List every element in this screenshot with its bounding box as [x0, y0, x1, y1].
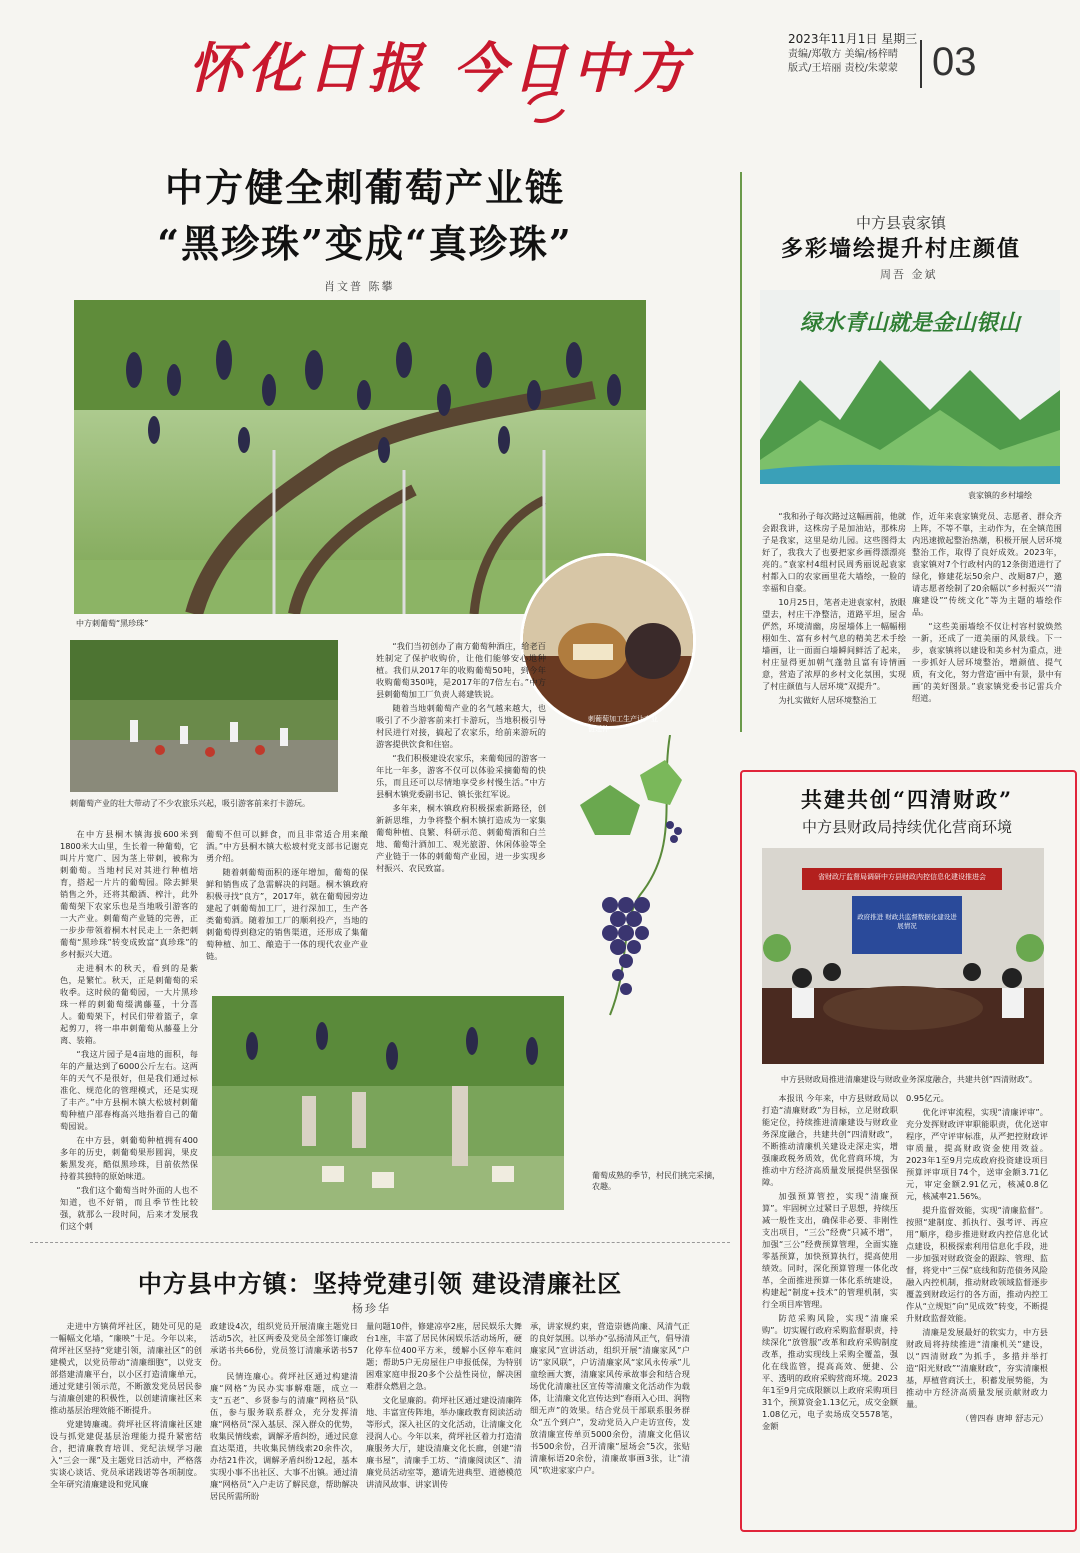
paragraph: “我们这个葡萄当时外面的人也不知道，也不好销，而且季节性比较强，就那么一段时间，后来才发展我们这个刺 [60, 1185, 198, 1231]
editor-credit-line: 版式/王培丽 责校/朱蒙蒙 [788, 63, 898, 74]
section-divider [30, 1242, 730, 1244]
paragraph: “我这片园子是4亩地的面积，每年的产量达到了6000公斤左右。这两年的天气不是很好，但是我们通过标准化、规范化的管理模式，还是实现了丰产。”中方县桐木镇大松坡村刺葡萄种植户邵春梅高兴地指着自己的葡萄园说。 [60, 1049, 198, 1131]
paragraph: 随着刺葡萄面积的逐年增加，葡萄的保鲜和销售成了急需解决的问题。桐木镇政府积极寻找“良方”，2017年，就在葡萄园旁边建起了刺葡萄加工厂，进行深加工，生产各类葡萄酒。随着加工厂的顺利投产，当地的刺葡萄得到稳定的销售渠道，还形成了集葡萄种植、加工、酿造于一体的现代农业产业链。 [206, 867, 368, 961]
paragraph: “我和孙子每次路过这幅画前，他就会跟我讲，这株房子是加油站，那株房子是我家，这里是幼儿园。这些图得太好了，我我大了也要把家乡画得漂漂亮亮的。”袁家村4组村民周秀丽说起袁家村都入口的农家画里花大墙绘，一脸的幸福和自豪。 [762, 511, 906, 593]
paragraph: 在中方县桐木镇海拔600米到1800米大山里，生长着一种葡萄，它叫片片宽广、因为茎上带刺，被称为刺葡萄。当地村民对其进行种植培育，搭起一片片的葡萄园。除去鲜果销售之外，还将其酿酒、榨汁，此外葡萄架下农家乐也是当地吸引游客的一大产业。刺葡萄产业链的完善，正一步步带领着桐木村民走上一条把刺葡萄“黑珍珠”转变成致富“真珍珠”的乡村振兴大道。 [60, 829, 198, 959]
vineyard-photo-caption: 中方刺葡萄“黑珍珠” [76, 619, 149, 628]
harvest-photo-caption: 葡萄成熟的季节，村民们挑完采摘，农趣。 [592, 1171, 720, 1191]
paragraph: 葡萄不但可以鲜食，而且非常适合用来酿酒。”中方县桐木镇大松坡村党支部书记谢克勇介绍。 [206, 829, 368, 863]
paragraph: 清廉是发展最好的软实力，中方县财政局将持续推进“清廉机关”建设，以“四清财政”为抓手，多措并举打造“阳光财政”“清廉财政”，夯实清廉根基，厚植营商沃土，积蓄发展势能，为推动中方经济高质量发展贡献财政力量。 [906, 1327, 1048, 1409]
page-number: 03 [932, 40, 977, 84]
paragraph: 优化评审流程，实现“清廉评审”。充分发挥财政评审职能职责，优化送审程序，严守评审标准，从严把控财政评审质量，提高财政资金使用效益。2023年1至9月完成政府投资建设项目预算评审项目74个，送审金额3.71亿元，审定金额2.91亿元，核减0.8亿元，核减率21.56%。 [906, 1107, 1048, 1201]
lead-headline-line1: 中方健全刺葡萄产业链 [164, 165, 565, 210]
winery-photo [520, 553, 696, 729]
lead-byline: 肖文普 陈攀 [324, 280, 395, 293]
paragraph: 承，讲家规约束，营造崇德尚廉、风清气正的良好氛围。以举办“弘扬清风正气，倡导清廉家风”宣讲活动，组织开展“清廉家风”户访“家风联”，户访清廉家风“家风永传承”儿童绘画大赛，清廉家风传承故事会和结合现场优化清廉社区宣传等清廉文化活动作为载体，让清廉文化宣传达到“春雨入心田、润物细无声”的效果。结合党员干部联系服务群众“五个到户”，发动党员入户走访宣传，发放清廉宣传单页5000余份，清廉文化倡议书500余份，召开清廉“屋场会”5次，张贴清廉标语20余份，清廉故事画3张，让“清风”吹进家家户户。 [530, 1321, 690, 1475]
paragraph: 防范采购风险，实现“清廉采购”。切实履行政府采购监督职责，持续深化“放管服”改革和政府采购制度改革，推动实现线上采购全覆盖，强化在线监管，提高高效、便捷、公平、透明的政府采购营商环境。2023年1至9月完成限额以上政府采购项目31个，预算资金1.13亿元，成交金额1.08亿元，电子卖场成交5578笔，金额 [762, 1313, 898, 1431]
sidebar-headline: 多彩墙绘提升村庄颜值 [780, 236, 1021, 262]
farmstay-photo-caption: 刺葡萄产业的壮大带动了不少农旅乐兴起，吸引游客前来打卡游玩。 [70, 799, 310, 808]
bottom-body-column-1 [50, 1320, 202, 1544]
paragraph: 为扎实做好人居环境整治工 [778, 695, 877, 705]
bottom-body-column-2 [210, 1320, 358, 1544]
sidebar-kicker: 中方县袁家镇 [855, 214, 946, 232]
farmstay-photo [70, 640, 338, 792]
boxed-story-headline: 共建共创“四清财政” [800, 787, 1014, 812]
mural-slogan: 绿水青山就是金山银山 [799, 310, 1020, 336]
paragraph: “我们积极建设农家乐，来葡萄园的游客一年比一年多，游客不仅可以体验采摘葡萄的快乐，而且还可以尽情地享受乡村慢生活。”中方县桐木镇党委副书记、镇长张红军说。 [376, 753, 546, 799]
lead-body-column-2 [206, 828, 368, 972]
sidebar-body-column-2 [912, 510, 1062, 738]
meeting-photo-caption: 中方县财政局推进清廉建设与财政业务深度融合，共建共创“四清财政”。 [780, 1075, 1038, 1084]
lead-headline [130, 160, 600, 272]
paragraph: 量问题10件，修建凉亭2座，居民娱乐大舞台1座，丰富了居民休闲娱乐活动场所，硬化停车位400平方米，缓解小区停车难问题；帮助5户无房屋住户申报低保，为特别困难家庭申报20多个公益性岗位，解决困难群众燃眉之急。 [366, 1321, 522, 1391]
boxed-story-subheadline: 中方县财政局持续优化营商环境 [801, 818, 1012, 836]
paragraph: “这些美丽墙绘不仅让村容村貌焕然一新，还成了一道美丽的风景线。下一步，袁家镇将以建设和美乡村为重点，进一步抓好人居环境整治，增颜值、提气质，有文化，努力营造‘画中有景，景中有画’的美好图景。”袁家镇党委书记雷兵介绍道。 [912, 621, 1062, 703]
paragraph: （曾四春 唐坤 舒志元） [960, 1413, 1048, 1423]
paragraph: 随着当地刺葡萄产业的名气越来越大，也吸引了不少游客前来打卡游玩，当地积极引导村民进行对接，搞起了农家乐，给前来游玩的游客提供饮食和住宿。 [376, 703, 546, 749]
paragraph: “我们当初创办了南方葡萄种酒庄，给老百姓制定了保护收购价，让他们能够安心地种植。我们从2017年的收购葡萄50吨，到今年收购葡萄350吨，是2017年的7倍左右。”中方县刺葡萄加工厂负责人蒋建铁说。 [376, 641, 546, 699]
paragraph: 民情连廉心。荷坪社区通过构建清廉“网格”为民办实事解难题，成立一支“五老”、乡贤参与的清廉“网格员”队伍，参与服务联系群众，充分发挥清廉“网格员”深入基层、深入群众的优势，收集民情线索，调解矛盾纠纷，通过民意直达渠道，共收集民情线索20余件次，办结21件次，调解矛盾纠纷12起，基本实现小事不出社区、大事不出镇。通过清廉“网格员”入户走访了解民意，帮助解决居民所需所盼 [210, 1371, 358, 1501]
boxed-body-column-2 [906, 1092, 1048, 1524]
boxed-body-column-1 [762, 1092, 898, 1524]
lead-body-column-1 [60, 828, 198, 1232]
paragraph: 10月25日，笔者走进袁家村，放眼望去，村庄干净整洁，道路平坦，屋舍俨然，环境清幽，房屋墙体上一幅幅栩栩如生、富有乡村气息的精美艺术手绘墙画，让一面面白墙瞬间鲜活了起来，村庄显得更加朝气蓬勃且富有诗情画意，营造了浓厚的乡村文化氛围，实现了村庄颜值与人居环境“双提升”。 [762, 597, 906, 691]
meeting-screen-text: 政府推进 财政共监督数据化建设进展情况 [857, 913, 957, 930]
issue-date: 2023年11月1日 星期三 [788, 32, 918, 46]
bottom-body-column-4 [530, 1320, 690, 1544]
paragraph: 党建铸廉魂。荷坪社区将清廉社区建设与抓党建促基层治理能力提升紧密结合，把清廉教育培训、党纪法规学习融入“三会一课”及主题党日活动中，严格落实谈心谈话、党员承诺践诺等各项制度。全年研究清廉建设和党风廉 [50, 1419, 202, 1489]
masthead-divider [920, 40, 922, 88]
paragraph: 多年来，桐木镇政府积极探索新路径，创新新思维，力争将整个桐木镇打造成为一家集葡萄种植、良繁、科研示范、刺葡萄酒和白兰地、葡萄汁酒加工、观光旅游、休闲体验等全产业链于一体的刺葡萄产业园，进一步实现乡村振兴、农民致富。 [376, 803, 546, 873]
meeting-photo [762, 848, 1044, 1064]
editor-credits [788, 48, 898, 76]
sidebar-byline: 周吾 金斌 [880, 268, 938, 281]
mural-photo [760, 290, 1060, 484]
paragraph: 走进桐木的秋天，看到的是紫色，是繁忙。秋天，正是刺葡萄的采收季。这时候的葡萄园，一大片黑珍珠一样的刺葡萄缀满藤蔓，十分喜人。葡萄架下，村民们带着篮子，拿起剪刀，将一串串刺葡萄从藤蔓上分离、装箱。 [60, 963, 198, 1045]
bottom-body-column-3 [366, 1320, 522, 1544]
mural-photo-caption: 袁家镇的乡村墙绘 [968, 491, 1032, 500]
paragraph: 作，近年来袁家镇党员、志愿者、群众齐上阵，不等不靠，主动作为，在全镇范围内迅速掀起整治热潮，积极开展人居环境整治工作，取得了良好成效。2023年，袁家镇对7个行政村内的12条街道进行了绿化，修建花坛50余户、改厕87户，邀请志愿者绘制了20余幅以“乡村振兴”“清廉建设”“传统文化”等为主题的墙绘作品。 [912, 511, 1062, 617]
meeting-banner: 省财政厅监督局调研中方县财政内控信息化建设推进会 [818, 873, 986, 881]
paragraph: 0.95亿元。 [906, 1093, 949, 1103]
editor-credit-line: 责编/郑敬方 美编/杨梓晴 [788, 49, 898, 60]
lead-body-column-3 [376, 640, 546, 972]
paragraph: 在中方县，刺葡萄种植拥有400多年的历史，刺葡萄果形圆润，果皮紫黑发亮，酷似黑珍珠，目前依然保持着其独特的原始味道。 [60, 1135, 198, 1181]
paragraph: 本报讯 今年来，中方县财政局以打造“清廉财政”为目标，立足财政职能定位，持续推进清廉建设与财政业务深度融合，共建共创“四清财政”，不断推动清廉机关建设走深走实，增强廉政税务质效，优化营商环境，为推动中方经济高质量发展提供坚强保障。 [762, 1093, 898, 1187]
harvest-photo [212, 996, 564, 1210]
paragraph: 文化显廉韵。荷坪社区通过建设清廉阵地、丰富宣传阵地，举办廉政教育阅读活动等形式，深入社区的文化活动，让清廉文化浸润人心。今年以来，荷坪社区着力打造清廉服务大厅，建设清廉文化长廊，创建“清廉书屋”，清廉手工坊、“清廉阅读区”、清廉党员活动室等，邀请先进典型、道德模范讲清风故事、讲家训传 [366, 1395, 522, 1489]
paragraph: 加强预算管控，实现“清廉预算”。牢固树立过紧日子思想，持续压减一般性支出，确保非必要、非刚性支出项目，“三公”经费“只减不增”，加强“三公”经费预算管理，全面实施零基预算，加快预算执行，提高使用绩效。同时，深化预算管理一体化改革，全面推进预算一体化系统建设，构建起“制度+技术”的管理机制，实行全项目库管理。 [762, 1191, 898, 1309]
lead-headline-line2: “黑珍珠”变成“真珍珠” [157, 221, 573, 266]
paragraph: 政建设4次，组织党员开展清廉主题党日活动5次，社区两委及党员全部签订廉政承诺书共66份，党员签订清廉承诺书57份。 [210, 1321, 358, 1367]
grape-vine-icon [570, 735, 690, 1035]
sidebar-body-column-1 [762, 510, 906, 738]
paragraph: 走进中方镇荷坪社区，随处可见的是一幅幅文化墙，“廉映”十足。今年以来，荷坪社区坚持“党建引领，清廉社区”的创建模式，以党员带动“清廉细胞”，以党支部搭建清廉平台，以小区打造清廉单元，通过党建引领示范，不断激发党员居民参与清廉创建的积极性，以创建清廉社区来推动基层治理效能不断提升。 [50, 1321, 202, 1415]
winery-photo-caption: 刺葡萄加工生产让产业链延伸 [588, 715, 658, 733]
masthead-title: 怀化日报 今日中方 [188, 36, 693, 100]
bottom-byline: 杨珍华 [352, 1302, 391, 1315]
bottom-headline: 中方县中方镇：坚持党建引领 建设清廉社区 [137, 1269, 623, 1298]
paragraph: 提升监督效能，实现“清廉监督”。按照“建制度、抓执行、强考评、再应用”顺序，稳步推进财政内控信息化试点建设，积极探索利用信息化手段，进一步加强对财政资金的跟踪、管理、监督，将党中“三保”底线和防范债务风险融入内控机制，推动财政领域监督逐步覆盖到财政运行的各方面，推动内控工作从“立规矩”向“见成效”转变，不断提升财政监督效能。 [906, 1205, 1048, 1323]
